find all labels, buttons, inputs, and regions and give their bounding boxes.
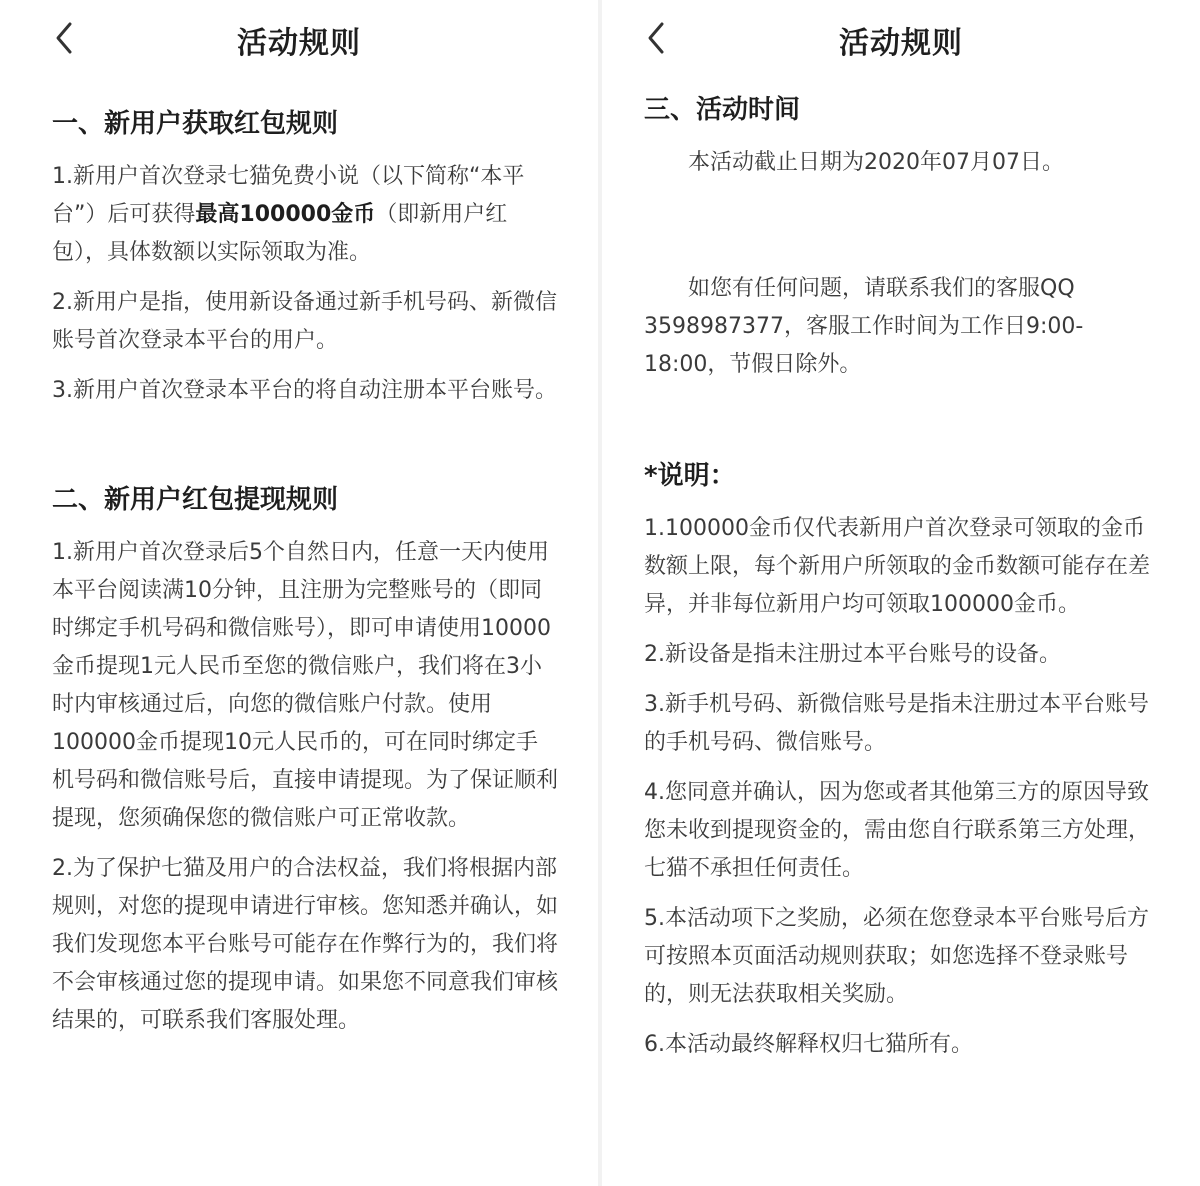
page-title: 活动规则 [237,26,361,61]
note-item-6: 6.本活动最终解释权归七猫所有。 [644,1032,973,1057]
rule-item-2: 2.新用户是指，使用新设备通过新手机号码、新微信账号首次登录本平台的用户。 [52,290,557,353]
rule-item-1 [52,158,558,272]
left-panel [0,0,598,1186]
left-top-bar [52,0,558,78]
note-item-3: 3.新手机号码、新微信账号是指未注册过本平台账号的手机号码、微信账号。 [644,692,1149,755]
right-top-bar [644,0,1156,78]
right-panel [602,0,1200,1186]
section-heading-new-user-red-packet: 一、新用户获取红包规则 [52,109,339,139]
rule-item-1-post: （即新用户红包），具体数额以实际领取为准。 [52,202,508,265]
note-item-5: 5.本活动项下之奖励，必须在您登录本平台账号后方可按照本页面活动规则获取；如您选择不登录账号的，则无法获取相关奖励。 [644,906,1149,1007]
rule-item-1-highlight: 最高100000金币 [195,202,376,227]
note-item-2: 2.新设备是指未注册过本平台账号的设备。 [644,642,1061,667]
activity-deadline: 本活动截止日期为2020年07月07日。 [688,150,1064,175]
withdraw-rule-item-1: 1.新用户首次登录后5个自然日内，任意一天内使用本平台阅读满10分钟，且注册为完整账号的（即同时绑定手机号码和微信账号），即可申请使用10000金币提现1元人民币至您的微信账户，我们将在3小时内审核通过后，向您的微信账户付款。使用100000金币提现10元人民币的，可在同时绑定手机号码和微信账号后，直接申请提现。为了保证顺利提现，您须确保您的微信账户可正常收款。 [52,540,559,831]
page-title: 活动规则 [839,26,963,61]
notes-heading: *说明： [644,461,736,491]
withdraw-rule-item-2: 2.为了保护七猫及用户的合法权益，我们将根据内部规则，对您的提现申请进行审核。您知悉并确认，如我们发现您本平台账号可能存在作弊行为的，我们将不会审核通过您的提现申请。如果您不同意我们审核结果的，可联系我们客服处理。 [52,856,559,1033]
section-heading-withdraw-rules: 二、新用户红包提现规则 [52,485,339,515]
note-item-4: 4.您同意并确认，因为您或者其他第三方的原因导致您未收到提现资金的，需由您自行联系第三方处理，七猫不承担任何责任。 [644,780,1151,881]
note-item-1: 1.100000金币仅代表新用户首次登录可领取的金币数额上限，每个新用户所领取的金币数额可能存在差异，并非每位新用户均可领取100000金币。 [644,516,1151,617]
rule-item-1-pre: 1.新用户首次登录七猫免费小说（以下简称“本平台”）后可获得 [52,164,525,227]
rule-item-3: 3.新用户首次登录本平台的将自动注册本平台账号。 [52,378,557,403]
contact-info: 如您有任何问题，请联系我们的客服QQ 3598987377，客服工作时间为工作日9:00-18:00，节假日除外。 [644,276,1084,377]
section-heading-activity-time: 三、活动时间 [644,95,801,125]
